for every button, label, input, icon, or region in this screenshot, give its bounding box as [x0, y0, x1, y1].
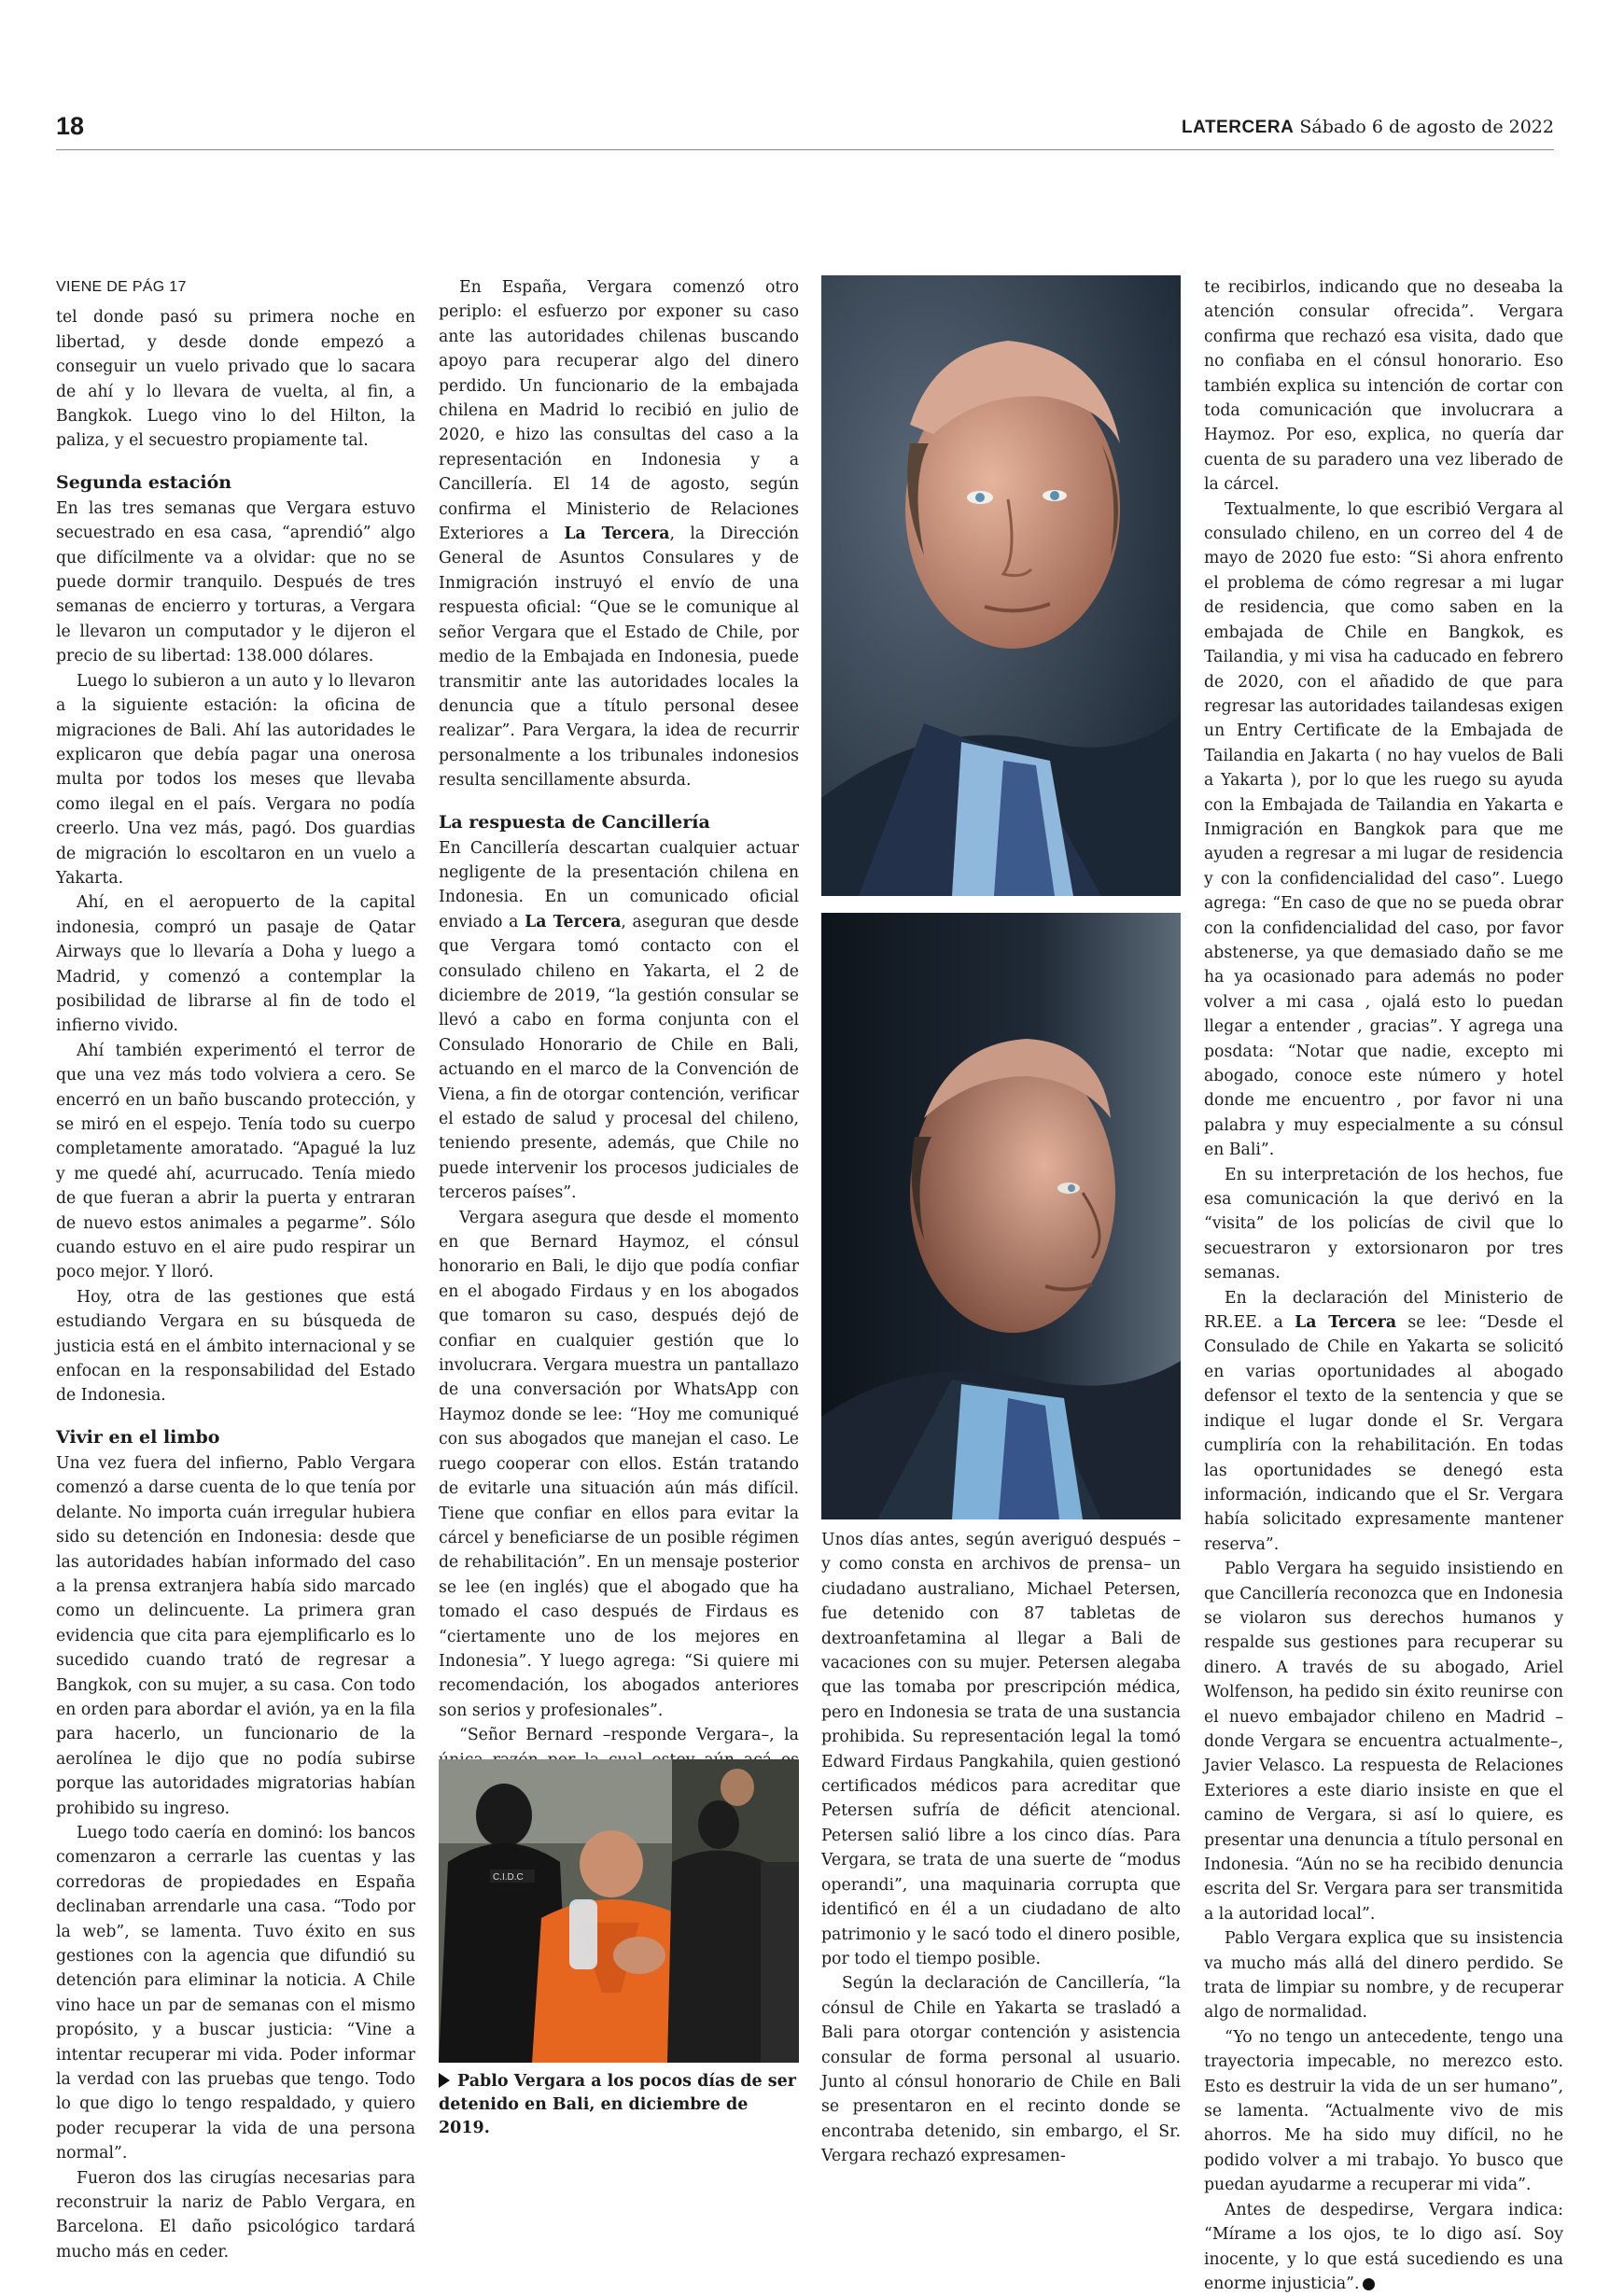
portrait-photo-bottom [821, 913, 1181, 1519]
photo-caption [439, 2070, 799, 2140]
brand-mention: La Tercera [1295, 1313, 1397, 1333]
text-run: se lee: “Desde el Consulado de Chile en Yakarta se solicitó en varias oportunidades al abogado defensor el texto de la sentencia y que se indique el lugar donde el Sr. Vergara cumpliría con la rehabilitación. En todas las oportunidades se denegó esta información, indicando que el Sr. Vergara había solicitado expresamente mantener reserva”. [1204, 1313, 1563, 1554]
paragraph: tel donde pasó su primera noche en libertad, y desde donde empezó a conseguir un vuelo privado que lo sacara de ahí y lo llevara de vuelta, al fin, a Bangkok. Luego vino lo del Hilton, la paliza, y el secuestro propiamente tal. [56, 308, 415, 451]
paragraph: Ahí, en el aeropuerto de la capital indonesia, compró un pasaje de Qatar Airways que lo llevaría a Doha y luego a Madrid, y comenzó a contemplar la posibilidad de librarse al fin de todo el infierno vivido. [56, 893, 415, 1036]
paragraph: Luego todo caería en dominó: los bancos comenzaron a cerrarle las cuentas y las corredoras de propiedades en España declinaban arrendarle una casa. “Todo por la web”, se lamenta. Tuvo éxito en sus gestiones con la agencia que difundió su detención para eliminar la noticia. A Chile vino hace un par de semanas con el mismo propósito, y a buscar justicia: “Vine a intentar recuperar mi vida. Poder informar la verdad con las pruebas que tengo. Todo lo que digo lo tengo respaldado, y quiero poder recuperar la vida de una persona normal”. [56, 1823, 415, 2163]
section-heading: Vivir en el limbo [56, 1426, 220, 1448]
paragraph: En las tres semanas que Vergara estuvo secuestrado en esa casa, “aprendió” algo que difícilmente va a olvidar: que no se puede dormir tranquilo. Después de tres semanas de encierro y torturas, a Vergara le llevaron un computador y le dijeron el precio de su libertad: 138.000 dólares. [56, 498, 415, 666]
paragraph [439, 836, 799, 1206]
text-run: En Cancillería descartan cualquier actuar negligente de la presentación chilena en Indonesia. En un comunicado oficial enviado a [439, 838, 799, 931]
paragraph: En su interpretación de los hechos, fue esa comunicación la que derivó en la “visita” de los policías de civil que lo secuestraron y extorsionaron por tres semanas. [1204, 1165, 1563, 1283]
section-heading: La respuesta de Cancillería [439, 811, 710, 833]
end-of-article-icon [1363, 2278, 1375, 2290]
portrait-illustration-top [821, 275, 1181, 896]
paragraph: Fueron dos las cirugías necesarias para reconstruir la nariz de Pablo Vergara, en Barcelona. El daño psicológico tardará mucho más en ceder. [56, 2168, 415, 2261]
vest-label: C.I.D.C [493, 1872, 524, 1883]
paragraph: Unos días antes, según averiguó después –y como consta en archivos de prensa– un ciudadano australiano, Michael Petersen, fue detenido con 87 tabletas de dextroanfetamina al llegar a Bali de vacaciones con su mujer. Petersen alegaba que las tomaba por prescripción médica, pero en Indonesia se trata de una sustancia prohibida. Su representación legal la tomó Edward Firdaus Pangkahila, quien gestionó certificados médicos para acreditar que Petersen sufría de déficit atencional. Petersen salió libre a los cinco días. Para Vergara, se trata de una suerte de “modus operandi”, una maquinaria corrupta que identificó en él a un ciudadano de alto patrimonio y le sacó todo el dinero posible, por todo el tiempo posible. [821, 1531, 1181, 1968]
article-column-2 [439, 275, 799, 1871]
article-column-1 [56, 275, 415, 2264]
arrest-photo [439, 1759, 799, 2063]
section-heading: Segunda estación [56, 471, 232, 493]
text-run: , la Dirección General de Asuntos Consulares y de Inmigración instruyó el envío de una respuesta oficial: “Que se le comunique al señor Vergara que el Estado de Chile, por medio de la Embajada en Indonesia, puede transmitir ante las autoridades locales la denuncia que a título personal desee realizar”. Para Vergara, la idea de recurrir personalmente a los tribunales indonesios resulta sencillamente absurda. [439, 525, 799, 791]
text-run: Antes de despedirse, Vergara indica: “Mírame a los ojos, te lo digo así. Soy inocente, y lo que está sucediendo es una enorme injusticia”. [1204, 2200, 1563, 2293]
brand-mention: La Tercera [525, 912, 622, 931]
article-column-4 [1204, 275, 1563, 2296]
paragraph: Pablo Vergara ha seguido insistiendo en que Cancillería reconozca que en Indonesia se violaron sus derechos humanos y respalde sus gestiones para recuperar su dinero. A través de su abogado, Ariel Wolfenson, ha pedido sin éxito reunirse con el nuevo embajador chileno en Madrid –donde Vergara se encuentra actualmente–, Javier Velasco. La respuesta de Relaciones Exteriores a este diario insiste en que el camino de Vergara, si así lo quiere, es presentar una denuncia a título personal en Indonesia. “Aún no se ha recibido denuncia escrita del Sr. Vergara para ser transmitida a la autoridad local”. [1204, 1560, 1563, 1924]
issue-date: Sábado 6 de agosto de 2022 [1299, 117, 1554, 137]
text-run: En España, Vergara comenzó otro periplo: el esfuerzo por exponer su caso ante las autoridades chilenas buscando apoyo para recuperar algo del dinero perdido. Un funcionario de la embajada chilena en Madrid lo recibió en julio de 2020, e hizo las consultas del caso a la representación en Indonesia y a Cancillería. El 14 de agosto, según confirma el Ministerio de Relaciones Exteriores a [439, 278, 799, 544]
caption-arrow-icon [439, 2073, 450, 2088]
paragraph: Luego lo subieron a un auto y lo llevaron a la siguiente estación: la oficina de migraciones de Bali. Ahí las autoridades le explicaron que debía pagar una onerosa multa por todos los meses que llevaba como ilegal en el país. Vergara no podía creerlo. Una vez más, pagó. Dos guardias de migración lo escoltaron en un vuelo a Yakarta. [56, 671, 415, 888]
article-column-3 [821, 1528, 1181, 2169]
paragraph: Según la declaración de Cancillería, “la cónsul de Chile en Yakarta se trasladó a Bali para otorgar contención y asistencia consular de forma personal al usuario. Junto al cónsul honorario de Chile en Bali se presentaron en el recinto donde se encontraba detenido, sin embargo, el Sr. Vergara rechazó expresamen- [821, 1974, 1181, 2166]
paragraph: te recibirlos, indicando que no deseaba la atención consular ofrecida”. Vergara confirma que rechazó esa visita, dado que no confiaba en el cónsul honorario. Eso también explica su intención de cortar con toda comunicación que involucrara a Haymoz. Por eso, explica, no quería dar cuenta de su paradero una vez liberado de la cárcel. [1204, 278, 1563, 495]
brand-mention: La Tercera [564, 525, 670, 544]
portrait-photo-top [821, 275, 1181, 896]
caption-text: Pablo Vergara a los pocos días de ser detenido en Bali, en diciembre de 2019. [439, 2072, 796, 2137]
paragraph: Vergara asegura que desde el momento en que Bernard Haymoz, el cónsul honorario en Bali, le dijo que podía confiar en el abogado Firdaus y en los abogados que tomaron su caso, después dejó de confiar en cualquier gestión que lo involucrara. Vergara muestra un pantallazo de una conversación por WhatsApp con Haymoz donde se lee: “Hoy me comuniqué con sus abogados que manejan el caso. Le ruego cooperar con ellos. Están tratando de evitarle una situación aún más difícil. Tiene que confiar en ellos para evitar la cárcel y beneficiarse de un posible régimen de rehabilitación”. En un mensaje posterior se lee (en inglés) que el abogado que ha tomado el caso después de Firdaus es “ciertamente uno de los mejores en Indonesia”. Y luego agrega: “Si quiere mi recomendación, los abogados anteriores son serios y profesionales”. [439, 1208, 799, 1720]
paragraph [1204, 2198, 1563, 2296]
continued-from-label: VIENE DE PÁG 17 [56, 279, 187, 295]
text-run: , aseguran que desde que Vergara tomó contacto con el consulado chileno en Yakarta, el 2 de diciembre de 2019, “la gestión consular se llevó a cabo en forma conjunta con el Consulado Honorario de Chile en Bali, actuando en el marco de la Convención de Viena, a fin de otorgar contención, verificar el estado de salud y procesal del chileno, teniendo presente, además, que Chile no puede intervenir los procesos judiciales de terceros países”. [439, 912, 800, 1203]
header-rule [56, 149, 1554, 150]
paragraph: Una vez fuera del infierno, Pablo Vergara comenzó a darse cuenta de lo que tenía por delante. No importa cuán irregular hubiera sido su detención en Indonesia: desde que las autoridades habían informado del caso a la prensa extranjera había sido marcado como un delincuente. La primera gran evidencia que cita para ejemplificarlo es lo sucedido cuando trató de regresar a Bangkok, con su mujer, a su casa. Con todo en orden para abordar el avión, ya en la fila para hacerlo, un funcionario de la aerolínea le dijo que no podía subirse porque las autoridades migratorias habían prohibido su ingreso. [56, 1453, 415, 1818]
paragraph: Hoy, otra de las gestiones que está estudiando Vergara en su búsqueda de justicia está en el ámbito internacional y se enfocan en la responsabilidad del Estado de Indonesia. [56, 1287, 415, 1406]
paragraph: Pablo Vergara explica que su insistencia va mucho más allá del dinero perdido. Se trata de limpiar su nombre, y de recuperar algo de normalidad. [1204, 1929, 1563, 2023]
paragraph: Ahí también experimentó el terror de que una vez más todo volviera a cero. Se encerró en un baño buscando protección, y se miró en el espejo. Tenía todo su cuerpo completamente amoratado. “Apagué la luz y me quedé ahí, acurrucado. Tenía miedo de que fueran a abrir la puerta y entraran de nuevo estos animales a pegarme”. Sólo cuando estuvo en el aire pudo respirar un poco mejor. Y lloró. [56, 1041, 415, 1282]
newspaper-brand: LATERCERA [1182, 118, 1295, 137]
paragraph: “Yo no tengo un antecedente, tengo una trayectoria impecable, no merezco esto. Esto es destruir la vida de un ser humano”, se lamenta. “Actualmente vivo de mis ahorros. Me ha sido muy difícil, no he podido volver a mi trabajo. Yo busco que puedan ayudarme a recuperar mi vida”. [1204, 2027, 1563, 2195]
paragraph [439, 275, 799, 793]
page-number: 18 [56, 112, 85, 140]
paragraph [1204, 1286, 1563, 1557]
arrest-photo-illustration [439, 1759, 799, 2063]
portrait-illustration-bottom [821, 913, 1181, 1519]
text-run: En la declaración del Ministerio de RR.EE. a [1204, 1288, 1563, 1333]
masthead [1182, 117, 1554, 138]
paragraph: “Señor Bernard –responde Vergara–, la [459, 1726, 799, 1745]
paragraph: Textualmente, lo que escribió Vergara al consulado chileno, en un correo del 4 de mayo de 2020 fue esto: “Si ahora enfrento el problema de cómo regresar a mi lugar de residencia, que como saben en la embajada de Chile en Bangkok, es Tailandia, y mi visa ha caducado en febrero de 2020, con el añadido de que para regresar las autoridades tailandesas exigen un Entry Certificate de la Embajada de Tailandia en Jakarta ( no hay vuelos de Bali a Yakarta ), por lo que les ruego su ayuda con la Embajada de Tailandia en Yakarta e Inmigración en Bangkok para que me ayuden a regresar a mi lugar de residencia y con la confidencialidad del caso”. Luego agrega: “En caso de que no se pueda obrar con la confidencialidad del caso, por favor abstenerse, ya que demasiado daño se me ha ya ocasionado para además no poder volver a mi casa , ojalá esto lo puedan llegar a entender , gracias”. Y agrega una posdata: “Notar que nadie, excepto mi abogado, conoce este número y hotel donde me encuentro , por favor ni una palabra y muy especialmente a su cónsul en Bali”. [1204, 499, 1563, 1160]
